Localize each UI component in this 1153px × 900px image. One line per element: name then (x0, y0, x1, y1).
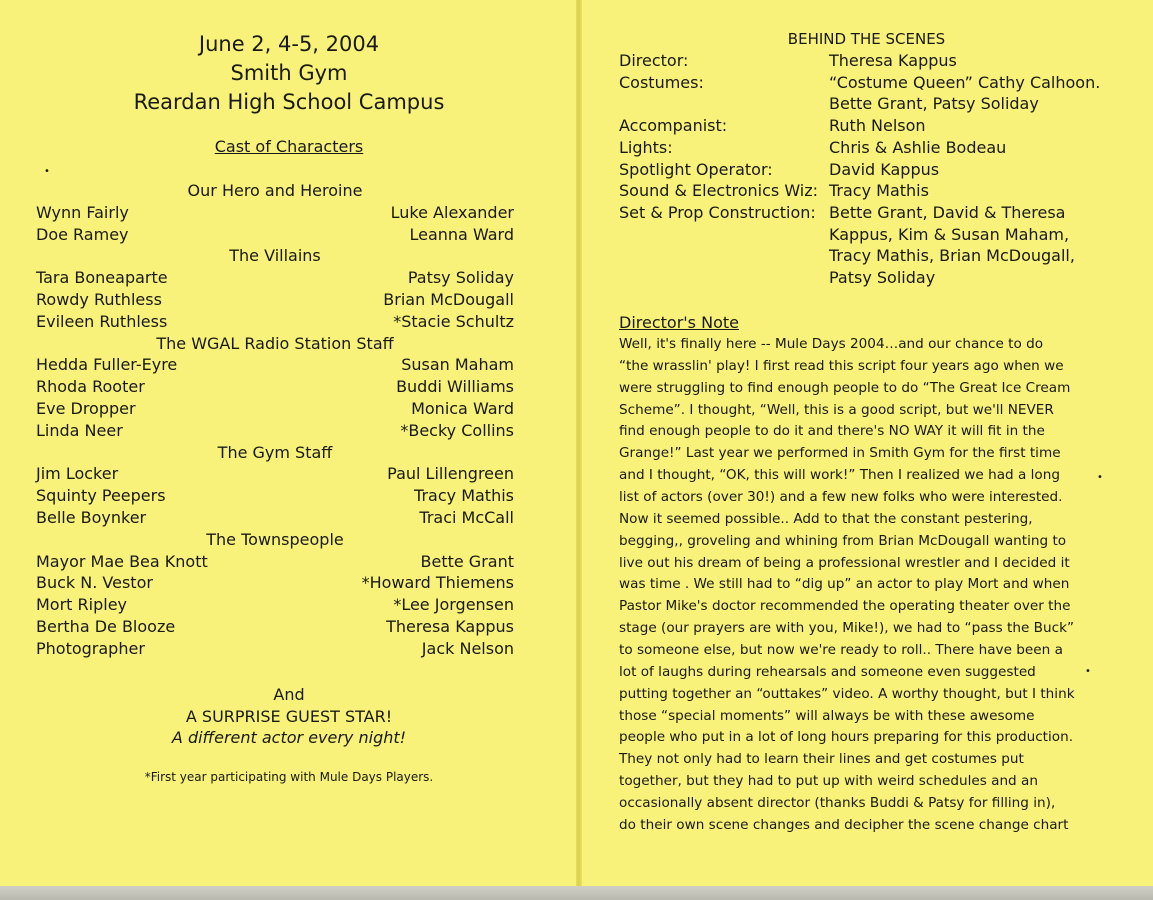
cast-entry (36, 551, 514, 573)
scan-bottom-edge (0, 886, 1153, 900)
note-line: find enough people to do it and there's NO WAY it will fit in the (619, 423, 1045, 440)
note-line: They not only had to learn their lines and get costumes put (619, 751, 1024, 768)
note-line: stage (our prayers are with you, Mike!), we had to “pass the Buck” (619, 620, 1074, 637)
note-line: lot of laughs during rehearsals and someone even suggested (619, 663, 1036, 680)
cast-entry (36, 485, 514, 507)
credit-names (829, 159, 1119, 181)
credits-list (619, 50, 1119, 289)
character-name: Linda Neer (36, 420, 123, 440)
credit-row (619, 202, 1119, 289)
character-name: Jim Locker (36, 464, 119, 484)
cast-list (36, 180, 514, 660)
cast-entry (36, 224, 514, 246)
actor-name: *Stacie Schultz (393, 311, 514, 331)
actor-name: Susan Maham (401, 355, 514, 375)
note-line: list of actors (over 30!) and a few new folks who were interested. (619, 489, 1063, 506)
note-line: were struggling to find enough people to do “The Great Ice Cream (619, 379, 1071, 396)
character-name: Belle Boynker (36, 507, 147, 527)
directors-note-heading: Director's Note (619, 313, 739, 332)
cast-entry (36, 638, 514, 660)
credit-role: Accompanist: (619, 116, 728, 136)
character-name: Mort Ripley (36, 595, 128, 615)
actor-name: Paul Lillengreen (387, 464, 514, 484)
cast-entry (36, 616, 514, 638)
credit-row (619, 137, 1119, 159)
actor-name: *Lee Jorgensen (393, 595, 514, 615)
guest-star-line: A SURPRISE GUEST STAR! (185, 706, 393, 726)
actor-name: Jack Nelson (421, 638, 514, 658)
cast-entry (36, 267, 514, 289)
character-name: Hedda Fuller-Eyre (36, 355, 178, 375)
character-name: Bertha De Blooze (36, 616, 176, 636)
actor-name: Traci McCall (419, 507, 514, 527)
actor-name: Luke Alexander (390, 202, 514, 222)
note-line: do their own scene changes and decipher the scene change chart (619, 816, 1069, 833)
note-line: “the wrasslin' play! I first read this script four years ago when we (619, 357, 1064, 374)
actor-name: Patsy Soliday (407, 268, 514, 288)
credit-role: Set & Prop Construction: (619, 202, 816, 222)
behind-the-scenes-heading: BEHIND THE SCENES (787, 30, 946, 48)
note-line: Well, it's finally here -- Mule Days 2004…and our chance to do (619, 336, 1044, 352)
note-line: putting together an “outtakes” video. A worthy thought, but I think (619, 685, 1075, 702)
and-line: And (273, 685, 305, 704)
credit-role: Costumes: (619, 72, 704, 92)
credit-names (829, 180, 1119, 202)
credit-name-line: Kappus, Kim & Susan Maham, (829, 224, 1070, 244)
cast-section-title: Our Hero and Heroine (187, 181, 363, 200)
credit-names (829, 50, 1119, 72)
cast-entry (36, 289, 514, 311)
directors-note-body (619, 334, 1097, 837)
header-line: June 2, 4-5, 2004 (198, 32, 380, 56)
credit-names (829, 137, 1119, 159)
cast-entry (36, 572, 514, 594)
actor-name: Monica Ward (411, 398, 514, 418)
note-line: live out his dream of being a professional wrestler and I decided it (619, 554, 1070, 571)
cast-entry (36, 354, 514, 376)
note-line: Scheme”. I thought, “Well, this is a good script, but we'll NEVER (619, 401, 1054, 418)
actor-name: Buddi Williams (396, 377, 514, 397)
credit-role: Lights: (619, 137, 673, 157)
stray-dot: • (44, 166, 50, 177)
character-name: Tara Boneaparte (36, 268, 168, 288)
credit-role: Sound & Electronics Wiz: (619, 181, 819, 201)
cast-entry (36, 376, 514, 398)
credit-name-line: Chris & Ashlie Bodeau (829, 137, 1007, 157)
cast-of-characters-heading: Cast of Characters (214, 137, 364, 156)
character-name: Eve Dropper (36, 398, 136, 418)
note-line: occasionally absent director (thanks Buddi & Patsy for filling in), (619, 795, 1056, 812)
note-line: those “special moments” will always be with these awesome (619, 707, 1035, 724)
character-name: Photographer (36, 638, 145, 658)
character-name: Mayor Mae Bea Knott (36, 551, 208, 571)
credit-name-line: Theresa Kappus (829, 51, 957, 70)
actor-name: *Howard Thiemens (361, 573, 514, 593)
actor-name: Leanna Ward (409, 224, 514, 244)
closing-block (0, 684, 578, 749)
cast-entry (36, 420, 514, 442)
first-year-footnote: *First year participating with Mule Days Players. (144, 770, 434, 784)
actor-name: Tracy Mathis (414, 486, 514, 506)
cast-section-title: The Gym Staff (217, 442, 333, 462)
header-line: Smith Gym (230, 61, 348, 85)
cast-section-title: The Villains (229, 246, 321, 266)
actor-name: Brian McDougall (383, 289, 514, 309)
stray-dot: • (1085, 666, 1091, 677)
credit-row (619, 159, 1119, 181)
credit-name-line: Bette Grant, David & Theresa (829, 202, 1066, 222)
credit-row (619, 50, 1119, 72)
note-line: Now it seemed possible.. Add to that the constant pestering, (619, 510, 1033, 527)
cast-section-title: The WGAL Radio Station Staff (156, 333, 394, 353)
cast-entry (36, 398, 514, 420)
credit-row (619, 180, 1119, 202)
note-line: was time . We still had to “dig up” an actor to play Mort and when (619, 576, 1070, 593)
credit-name-line: Patsy Soliday (829, 268, 936, 288)
note-line: to someone else, but now we're ready to roll.. There have been a (619, 642, 1063, 659)
character-name: Evileen Ruthless (36, 311, 168, 331)
header-line: Reardan High School Campus (133, 90, 445, 114)
cast-entry (36, 594, 514, 616)
program-header (0, 30, 578, 117)
cast-entry (36, 463, 514, 485)
character-name: Buck N. Vestor (36, 573, 153, 593)
credit-names (829, 115, 1119, 137)
character-name: Squinty Peepers (36, 486, 166, 506)
character-name: Rowdy Ruthless (36, 289, 162, 309)
actor-name: Bette Grant (420, 551, 514, 571)
cast-entry (36, 311, 514, 333)
note-line: together, but they had to put up with weird schedules and an (619, 773, 1038, 790)
credit-row (619, 72, 1119, 115)
credit-role: Spotlight Operator: (619, 159, 773, 179)
note-line: begging,, groveling and whining from Brian McDougall wanting to (619, 532, 1067, 549)
character-name: Rhoda Rooter (36, 377, 145, 397)
credit-names (829, 202, 1119, 289)
stray-dot: • (1097, 472, 1103, 483)
cast-entry (36, 507, 514, 529)
note-line: Grange!” Last year we performed in Smith Gym for the first time (619, 445, 1061, 462)
credit-name-line: David Kappus (829, 159, 940, 179)
cast-section-title: The Townspeople (206, 529, 344, 549)
cast-entry (36, 202, 514, 224)
actor-name: *Becky Collins (400, 420, 514, 440)
page-fold (576, 0, 582, 888)
character-name: Wynn Fairly (36, 202, 129, 222)
note-line: people who put in a lot of long hours preparing for this production. (619, 729, 1074, 746)
actor-name: Theresa Kappus (386, 616, 514, 636)
character-name: Doe Ramey (36, 224, 129, 244)
credit-name-line: Ruth Nelson (829, 116, 926, 136)
credit-name-line: Bette Grant, Patsy Soliday (829, 94, 1039, 114)
credit-name-line: “Costume Queen” Cathy Calhoon. (829, 72, 1101, 92)
credit-name-line: Tracy Mathis (829, 181, 929, 201)
note-line: and I thought, “OK, this will work!” Then I realized we had a long (619, 467, 1060, 484)
credit-name-line: Tracy Mathis, Brian McDougall, (829, 246, 1075, 266)
credit-role: Director: (619, 51, 689, 70)
note-line: Pastor Mike's doctor recommended the operating theater over the (619, 598, 1071, 615)
guest-note-line: A different actor every night! (171, 728, 407, 747)
credit-row (619, 115, 1119, 137)
credit-names (829, 72, 1119, 115)
